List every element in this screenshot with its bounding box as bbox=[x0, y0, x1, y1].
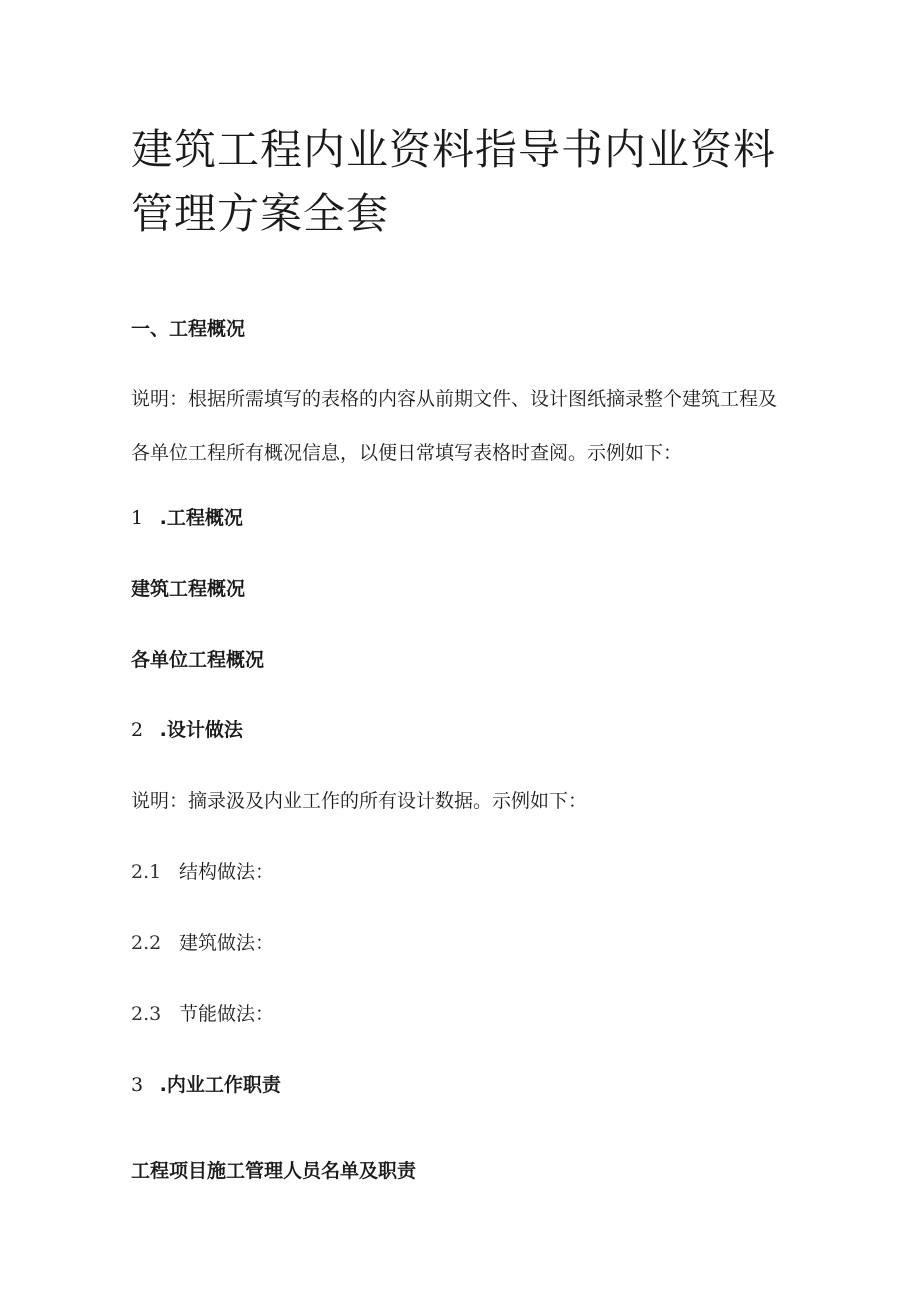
design-method-number: 2.1 bbox=[131, 861, 162, 883]
design-method-item bbox=[131, 1002, 274, 1026]
design-description: 说明：摘录汲及内业工作的所有设计数据。示例如下： bbox=[131, 790, 588, 812]
item-2-label: .设计做法 bbox=[159, 719, 243, 741]
item-1-heading bbox=[131, 506, 243, 530]
overview-description: 说明：根据所需填写的表格的内容从前期文件、设计图纸摘录整个建筑工程及各单位工程所有概况信息，以便日常填写表格时查阅。示例如下： bbox=[131, 388, 778, 464]
section-heading-overview: 一、工程概况 bbox=[131, 318, 246, 340]
item-2-number: 2 bbox=[131, 719, 144, 741]
building-overview-heading: 建筑工程概况 bbox=[131, 578, 246, 600]
item-1-number: 1 bbox=[131, 507, 144, 529]
item-3-heading bbox=[131, 1073, 281, 1097]
design-method-label: 节能做法： bbox=[179, 1003, 275, 1025]
design-method-number: 2.2 bbox=[131, 932, 162, 954]
design-method-number: 2.3 bbox=[131, 1003, 162, 1025]
staff-list-heading: 工程项目施工管理人员名单及职责 bbox=[131, 1160, 417, 1182]
design-method-item bbox=[131, 860, 274, 884]
unit-overview-heading: 各单位工程概况 bbox=[131, 649, 265, 671]
item-3-label: .内业工作职责 bbox=[159, 1074, 281, 1096]
item-1-label: .工程概况 bbox=[159, 507, 243, 529]
design-method-item bbox=[131, 931, 274, 955]
design-method-label: 建筑做法： bbox=[179, 932, 275, 954]
item-2-heading bbox=[131, 718, 243, 742]
item-3-number: 3 bbox=[131, 1074, 144, 1096]
design-method-label: 结构做法： bbox=[179, 861, 275, 883]
document-title: 建筑工程内业资料指导书内业资料管理方案全套 bbox=[131, 125, 777, 238]
